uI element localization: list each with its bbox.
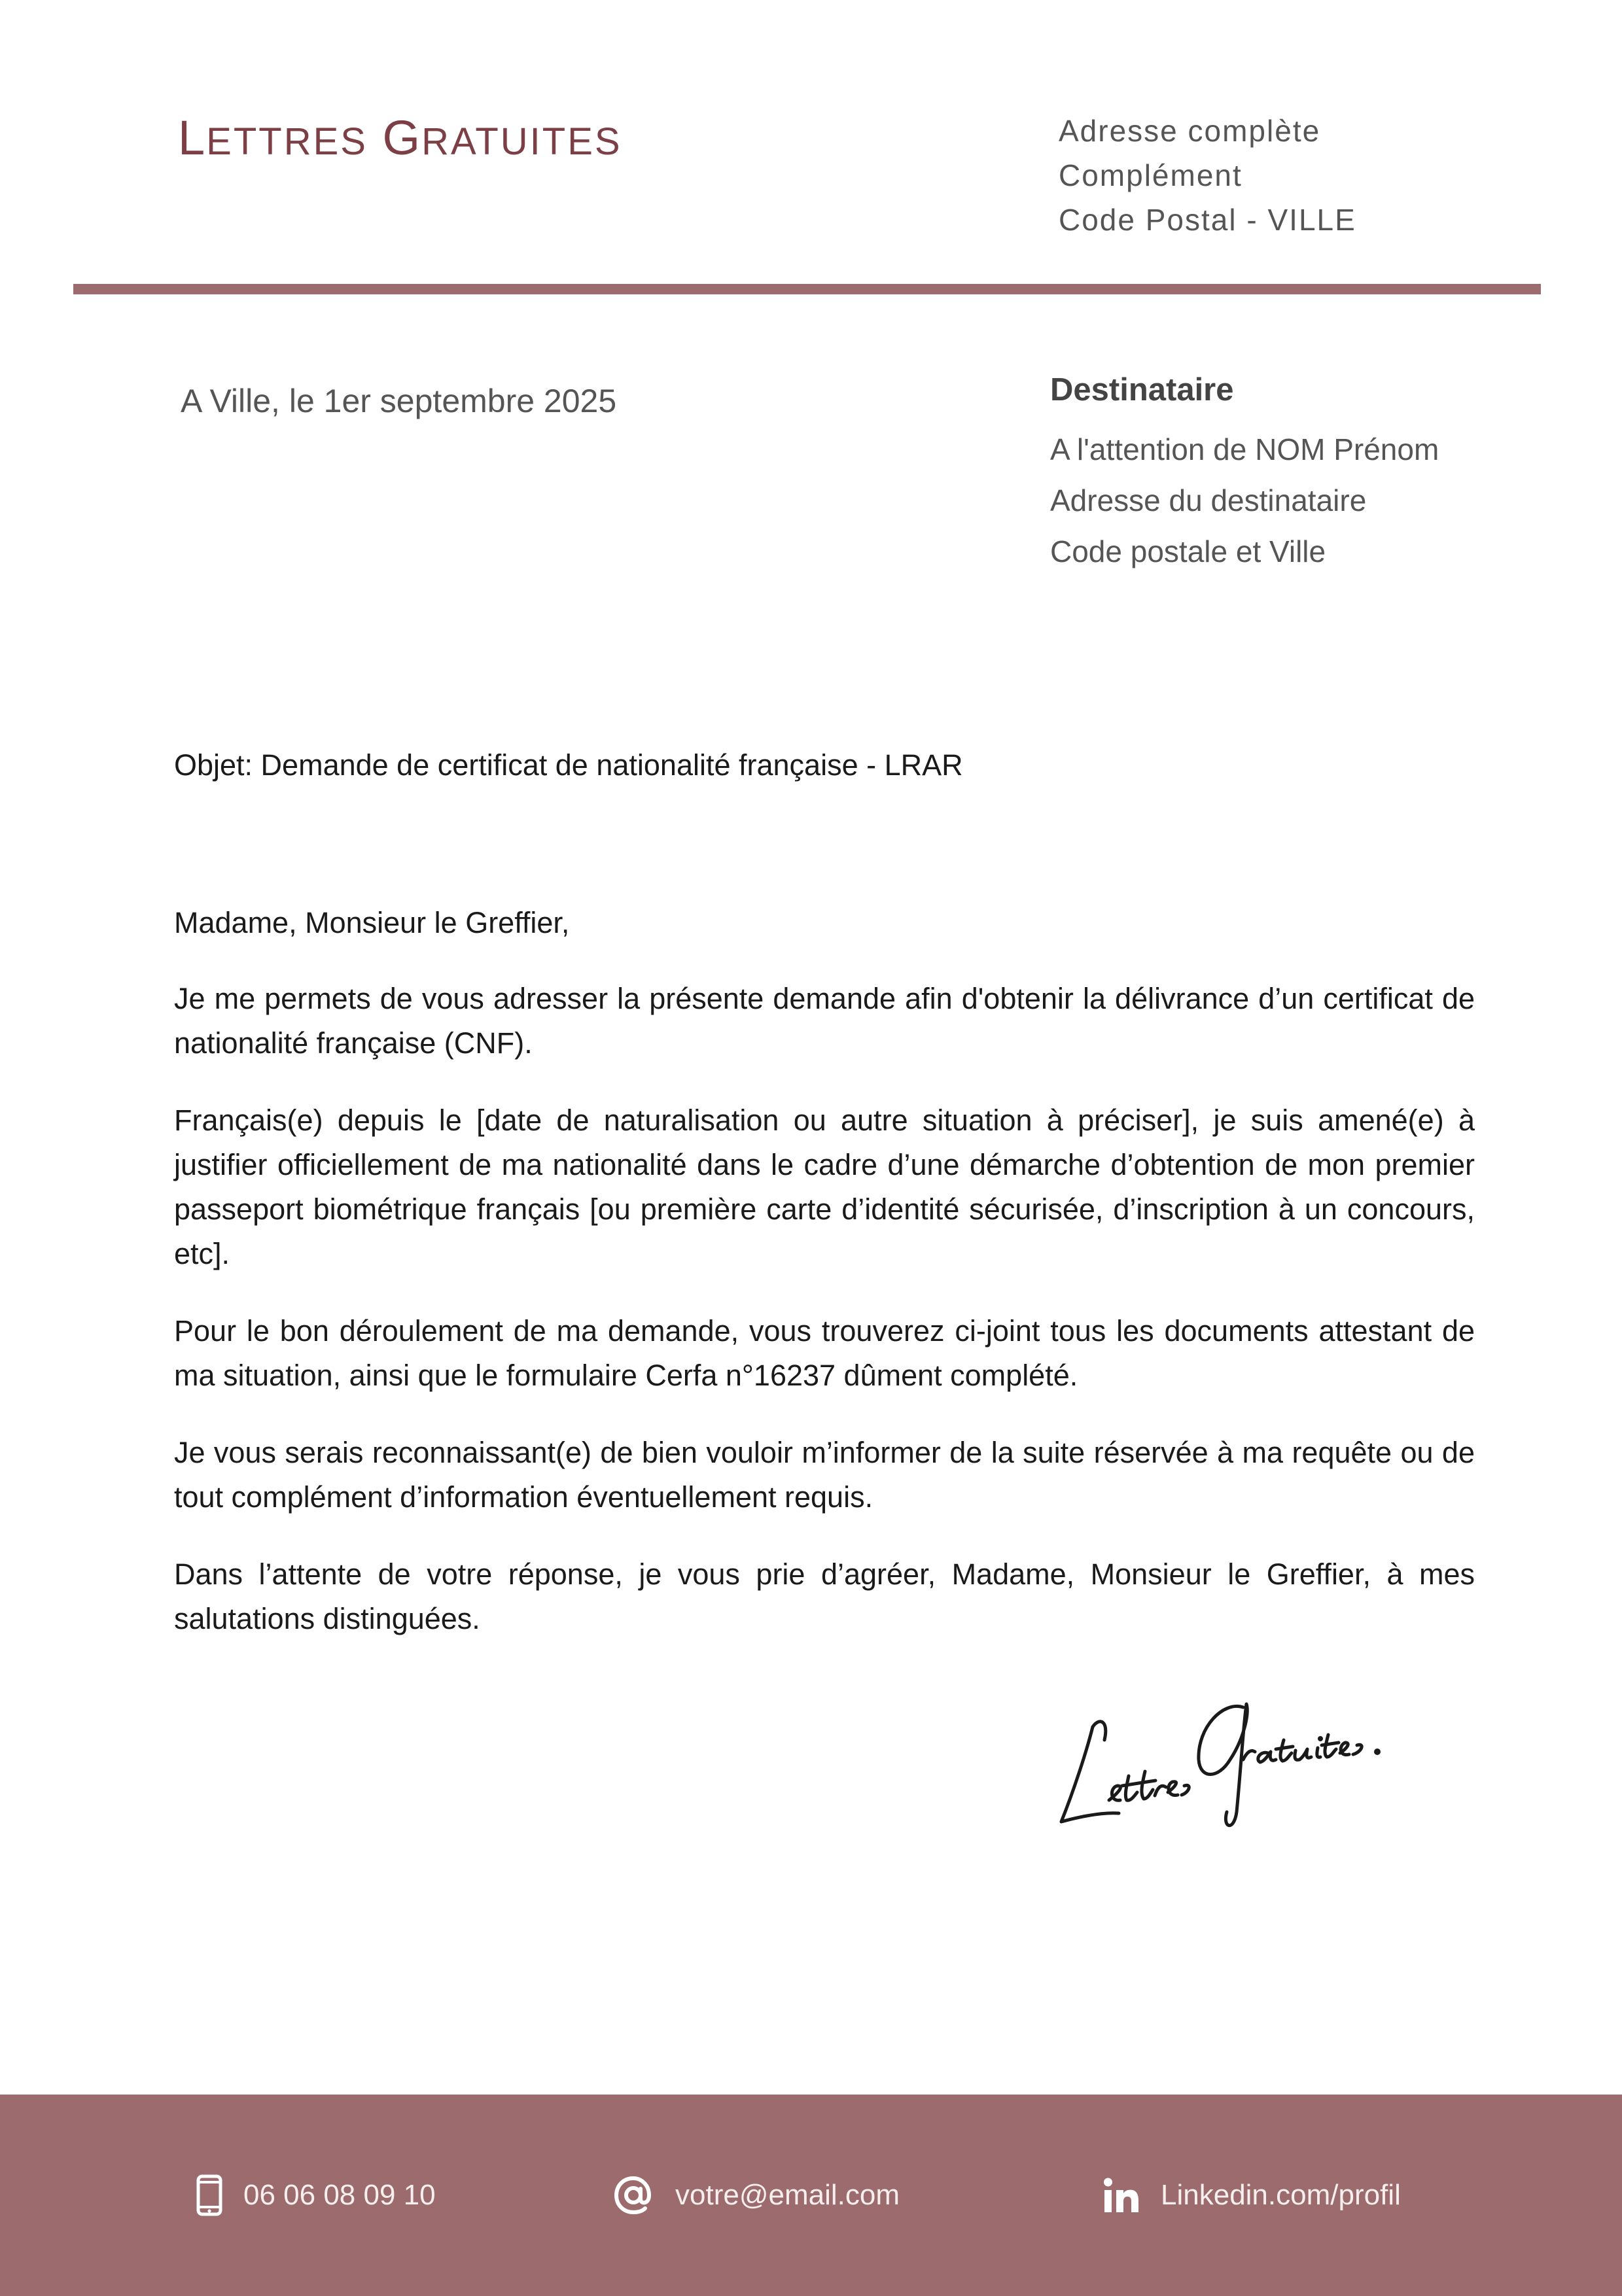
- footer-email[interactable]: [612, 2170, 900, 2220]
- footer-linkedin-text: Linkedin.com/profil: [1161, 2179, 1401, 2211]
- footer-phone[interactable]: [196, 2170, 436, 2220]
- footer-phone-text: 06 06 08 09 10: [243, 2179, 436, 2211]
- sender-address-line: Complément: [1059, 158, 1243, 192]
- at-sign-icon: [612, 2174, 654, 2216]
- recipient-line: Adresse du destinataire: [1050, 483, 1367, 517]
- recipient-line: Code postale et Ville: [1050, 534, 1326, 568]
- handwritten-signature: [1047, 1688, 1426, 1851]
- sender-address: [1059, 109, 1356, 242]
- footer-email-text: votre@email.com: [675, 2179, 900, 2211]
- recipient-title: Destinataire: [1050, 372, 1234, 408]
- body-paragraph: Français(e) depuis le [date de naturalisation ou autre situation à préciser], je suis amené(e) à justifier officiellement de ma nationalité dans le cadre d’une démarche d’obtention de mon premier passeport biométrique français [ou première carte d’identité sécurisée, d’inscription à un concours, etc].: [174, 1104, 1475, 1270]
- smartphone-icon: [196, 2174, 222, 2216]
- salutation: Madame, Monsieur le Greffier,: [174, 906, 570, 939]
- body-paragraph: Je vous serais reconnaissant(e) de bien vouloir m’informer de la suite réservée à ma requête ou de tout complément d’information éventuellement requis.: [174, 1436, 1475, 1514]
- brand-title: LETTRES GRATUITES: [178, 111, 622, 165]
- recipient-line: A l'attention de NOM Prénom: [1050, 432, 1439, 466]
- footer-linkedin[interactable]: [1103, 2170, 1401, 2220]
- recipient-block: [1050, 372, 1439, 577]
- header-divider: [73, 284, 1541, 294]
- date-line: A Ville, le 1er septembre 2025: [181, 383, 617, 419]
- body-paragraph: Dans l’attente de votre réponse, je vous prie d’agréer, Madame, Monsieur le Greffier, à mes salutations distinguées.: [174, 1557, 1475, 1635]
- sender-address-line: Code Postal - VILLE: [1059, 203, 1356, 237]
- body-paragraph: Je me permets de vous adresser la présente demande afin d'obtenir la délivrance d’un certificat de nationalité française (CNF).: [174, 982, 1475, 1060]
- linkedin-icon: [1103, 2177, 1140, 2214]
- letter-body: [174, 901, 1475, 1674]
- letter-subject: Objet: Demande de certificat de nationalité française - LRAR: [174, 748, 963, 782]
- sender-address-line: Adresse complète: [1059, 114, 1321, 148]
- contact-footer: [0, 2095, 1622, 2296]
- body-paragraph: Pour le bon déroulement de ma demande, vous trouverez ci-joint tous les documents attestant de ma situation, ainsi que le formulaire Cerfa n°16237 dûment complété.: [174, 1314, 1475, 1392]
